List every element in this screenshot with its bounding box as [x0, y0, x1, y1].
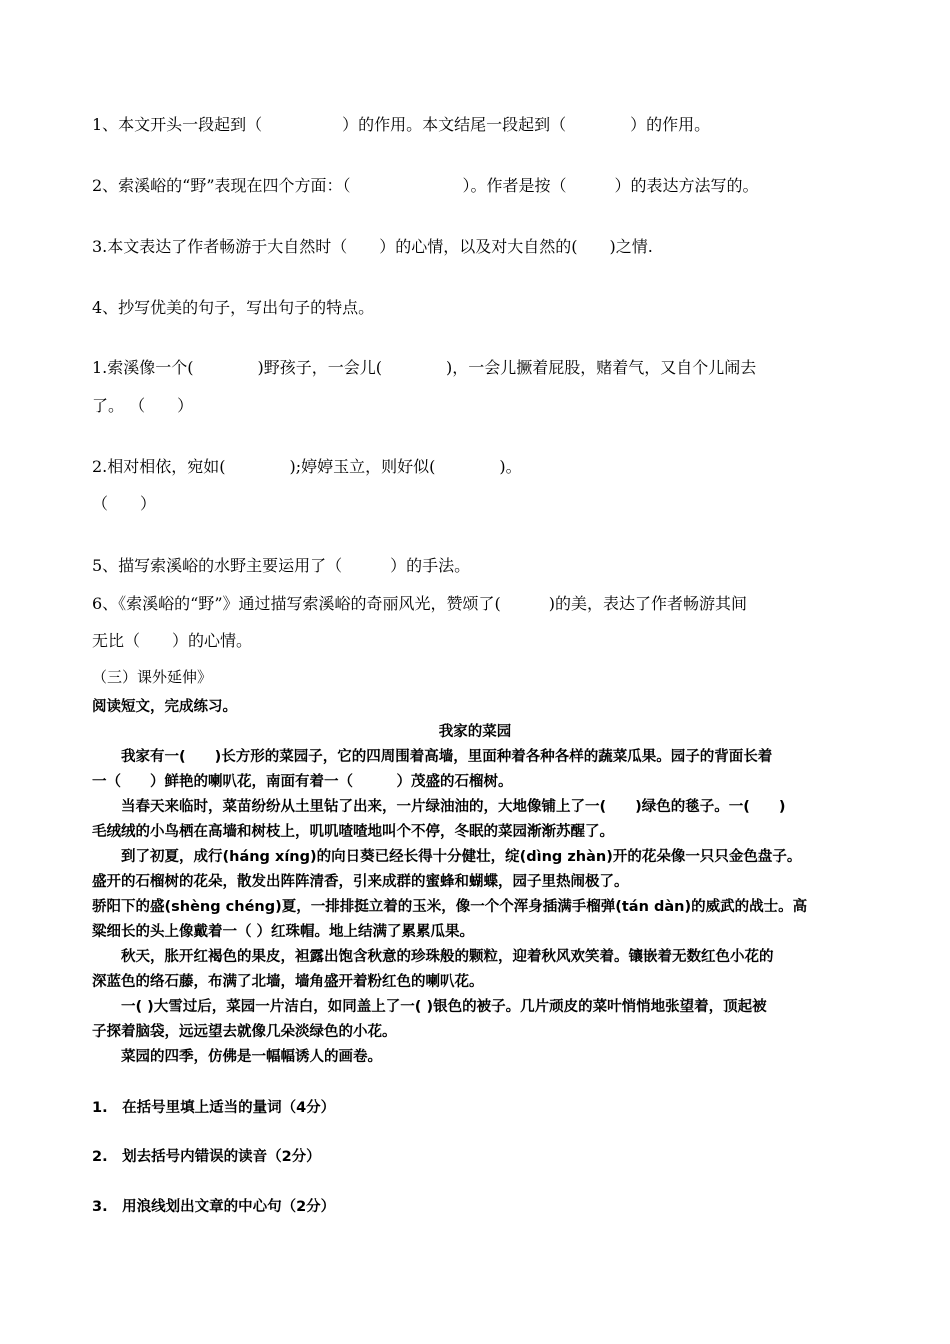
passage-line: 粱细长的头上像戴着一（ ）红珠帽。地上结满了累累瓜果。	[92, 924, 475, 940]
passage-line: 到了初夏，成行(háng xíng)的向日葵已经长得十分健壮，绽(dìng zhàn)开的花朵像一只只金色盘子。	[92, 849, 802, 865]
question-3: 3.本文表达了作者畅游于大自然时（ ）的心情，以及对大自然的( )之情.	[92, 237, 653, 256]
exercise-1: 1. 在括号里填上适当的量词（4分）	[92, 1100, 336, 1116]
passage-line: 一（ ）鲜艳的喇叭花，南面有着一（ ）茂盛的石榴树。	[92, 774, 513, 790]
passage-line: 秋天，胀开红褐色的果皮，袒露出饱含秋意的珍珠般的颗粒，迎着秋风欢笑着。镶嵌着无数红色小花的	[92, 949, 774, 965]
passage-line: 骄阳下的盛(shèng chéng)夏，一排排挺立着的玉米，像一个个浑身插满手榴弹(tán dàn)的威武的战士。高	[92, 899, 808, 915]
exercise-3: 3. 用浪线划出文章的中心句（2分）	[92, 1199, 336, 1215]
exercise-2: 2. 划去括号内错误的读音（2分）	[92, 1149, 321, 1165]
passage-title: 我家的菜园	[438, 724, 512, 740]
question-6-line-2: 无比（ ）的心情。	[92, 631, 253, 650]
section-heading: （三）课外延伸》	[92, 668, 213, 686]
passage-line: 菜园的四季，仿佛是一幅幅诱人的画卷。	[92, 1049, 382, 1065]
question-5: 5、描写索溪峪的水野主要运用了（ ）的手法。	[92, 556, 471, 575]
question-4-2-line-2: （ ）	[92, 494, 157, 513]
question-1: 1、本文开头一段起到（ ）的作用。本文结尾一段起到（ ）的作用。	[92, 115, 711, 134]
passage-line: 子探着脑袋，远远望去就像几朵淡绿色的小花。	[92, 1024, 397, 1040]
passage-line: 深蓝色的络石藤，布满了北墙，墙角盛开着粉红色的喇叭花。	[92, 974, 484, 990]
reading-instruction: 阅读短文，完成练习。	[92, 699, 237, 715]
question-2: 2、索溪峪的“野”表现在四个方面：（ ）。作者是按（ ）的表达方法写的。	[92, 176, 759, 195]
passage-line: 盛开的石榴树的花朵，散发出阵阵清香，引来成群的蜜蜂和蝴蝶，园子里热闹极了。	[92, 874, 629, 890]
passage-line: 当春天来临时，菜苗纷纷从土里钻了出来，一片绿油油的，大地像铺上了一( )绿色的毯子。一( )	[92, 799, 786, 815]
question-4-1-line-1: 1.索溪像一个( )野孩子，一会儿( )，一会儿撅着屁股，赌着气，又自个儿闹去	[92, 358, 757, 377]
passage-line: 我家有一( )长方形的菜园子，它的四周围着高墙，里面种着各种各样的蔬菜瓜果。园子的背面长着	[92, 749, 773, 765]
question-4-2-line-1: 2.相对相依，宛如( );婷婷玉立，则好似( )。	[92, 457, 522, 476]
question-4-1-line-2: 了。 （ ）	[92, 396, 194, 415]
question-4: 4、抄写优美的句子，写出句子的特点。	[92, 298, 375, 317]
question-6-line-1: 6、《索溪峪的“野”》通过描写索溪峪的奇丽风光，赞颂了( )的美，表达了作者畅游其间	[92, 594, 748, 613]
passage-line: 毛绒绒的小鸟栖在高墙和树枝上，叽叽喳喳地叫个不停，冬眠的菜园渐渐苏醒了。	[92, 824, 614, 840]
passage-line: 一( )大雪过后，菜园一片洁白，如同盖上了一( )银色的被子。几片顽皮的菜叶悄悄地张望着，顶起被	[92, 999, 767, 1015]
